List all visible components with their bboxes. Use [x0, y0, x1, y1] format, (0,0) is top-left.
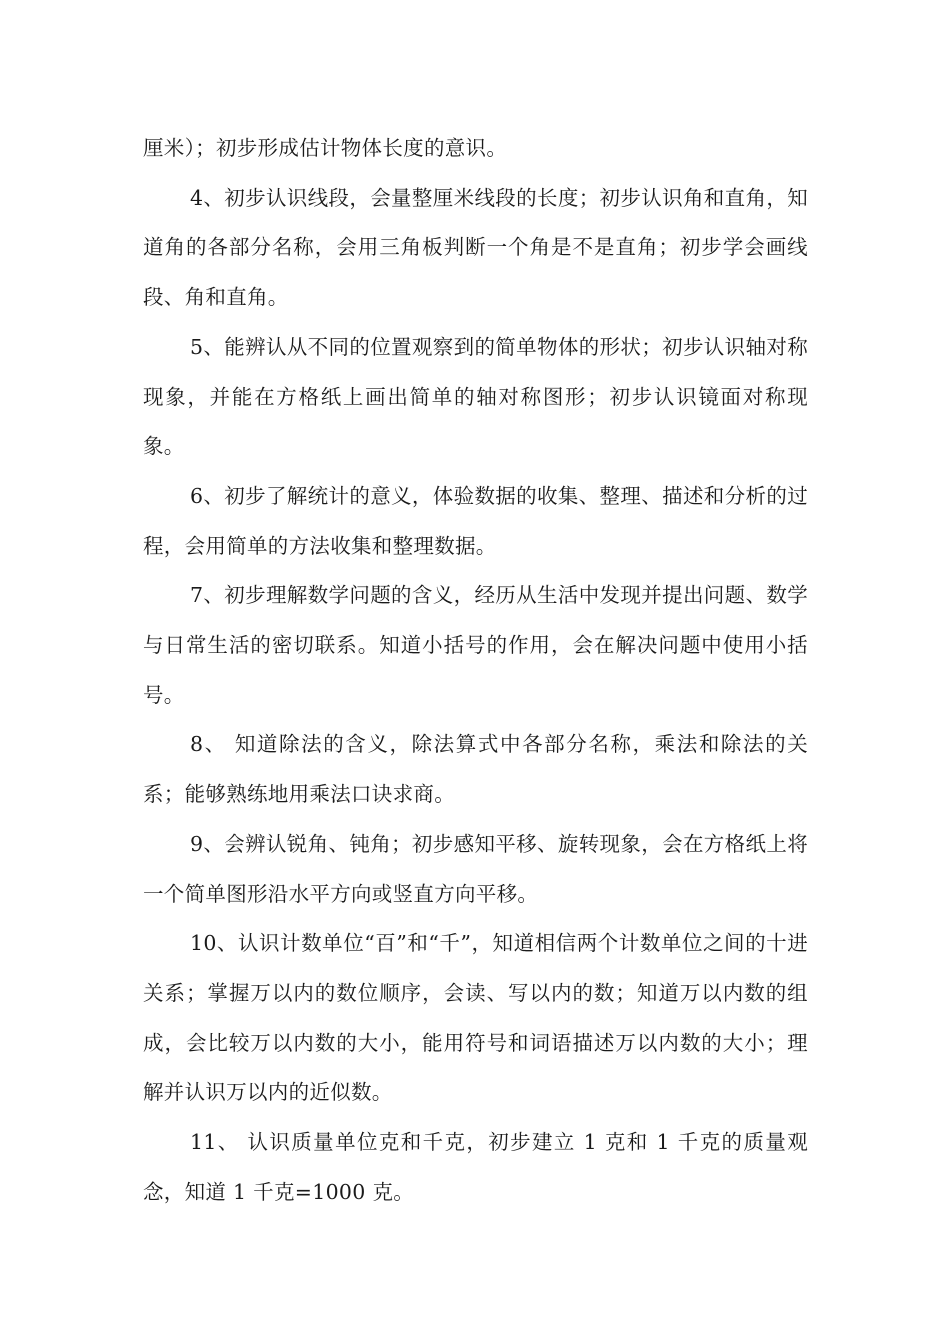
- paragraph-item-9: 9、会辨认锐角、钝角；初步感知平移、旋转现象，会在方格纸上将一个简单图形沿水平方向或竖直方向平移。: [143, 831, 808, 906]
- paragraph-item-8: 8、 知道除法的含义，除法算式中各部分名称，乘法和除法的关系；能够熟练地用乘法口诀求商。: [143, 732, 808, 807]
- paragraph-item-6: 6、初步了解统计的意义，体验数据的收集、整理、描述和分析的过程，会用简单的方法收集和整理数据。: [143, 483, 808, 558]
- document-body: [143, 124, 808, 1217]
- paragraph-continuation: 厘米）；初步形成估计物体长度的意识。: [143, 136, 508, 160]
- paragraph-item-11: 11、 认识质量单位克和千克，初步建立 1 克和 1 千克的质量观念，知道 1 千克=1000 克。: [143, 1130, 808, 1204]
- paragraph-item-5: 5、能辨认从不同的位置观察到的简单物体的形状；初步认识轴对称现象，并能在方格纸上画出简单的轴对称图形；初步认识镜面对称现象。: [143, 334, 808, 459]
- paragraph-item-4: 4、初步认识线段，会量整厘米线段的长度；初步认识角和直角，知道角的各部分名称，会用三角板判断一个角是不是直角；初步学会画线段、角和直角。: [143, 185, 808, 310]
- paragraph-item-10: 10、认识计数单位“百”和“千”，知道相信两个计数单位之间的十进关系；掌握万以内的数位顺序，会读、写以内的数；知道万以内数的组成，会比较万以内数的大小，能用符号和词语描述万以内数的大小；理解并认识万以内的近似数。: [143, 931, 808, 1105]
- paragraph-item-7: 7、初步理解数学问题的含义，经历从生活中发现并提出问题、数学与日常生活的密切联系。知道小括号的作用，会在解决问题中使用小括号。: [143, 583, 808, 707]
